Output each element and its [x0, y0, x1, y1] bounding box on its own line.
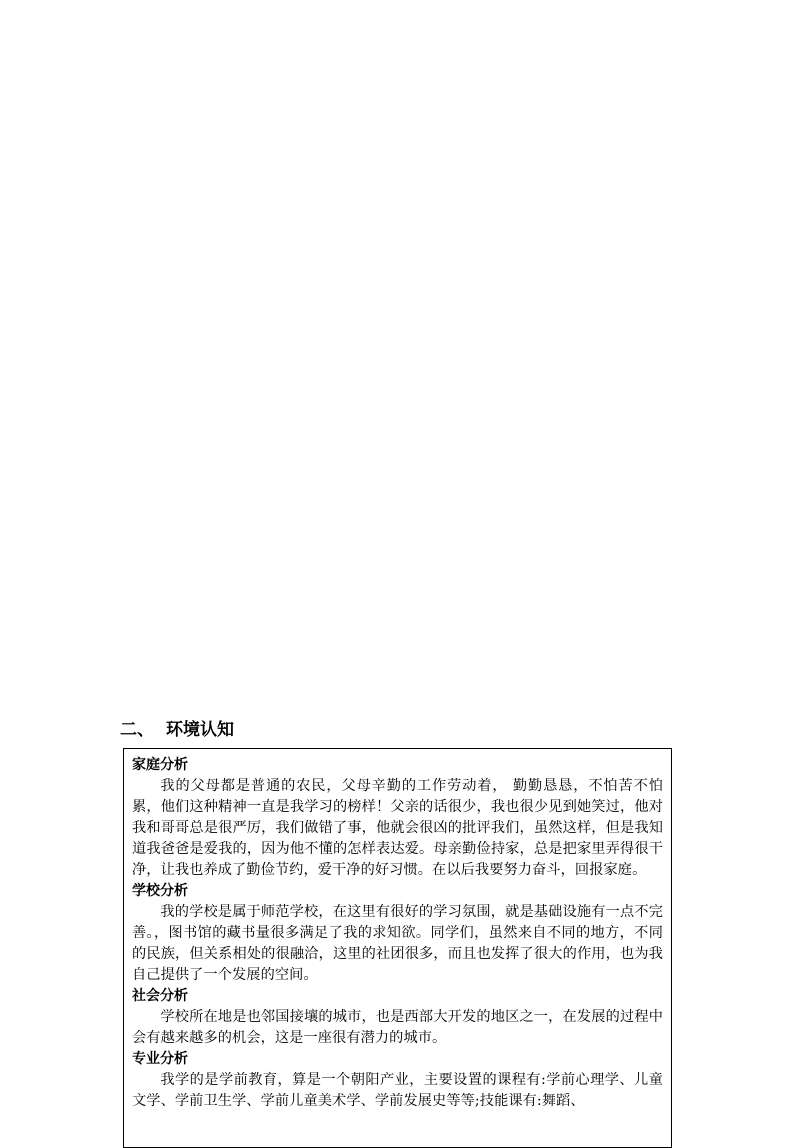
family-analysis-text: 我的父母都是普通的农民，父母辛勤的工作劳动着， 勤勤恳恳，不怕苦不怕累，他们这种精神一直是我学习的榜样！父亲的话很少，我也很少见到她笑过，他对我和哥哥总是很严厉，我们做错了事，他就会很凶的批评我们，虽然这样，但是我知道我爸爸是爱我的，因为他不懂的怎样表达爱。母亲勤俭持家，总是把家里弄得很干净，让我也养成了勤俭节约，爱干净的好习惯。在以后我要努力奋斗，回报家庭。	[132, 778, 663, 878]
major-analysis-text: 我学的是学前教育，算是一个朝阳产业，主要设置的课程有:学前心理学、儿童文学、学前卫生学、学前儿童美术学、学前发展史等等;技能课有:舞蹈、	[132, 1072, 663, 1109]
society-analysis-text: 学校所在地是也邻国接壤的城市，也是西部大开发的地区之一，在发展的过程中会有越来越多的机会，这是一座很有潜力的城市。	[132, 1009, 663, 1046]
section-title: 环境认知	[166, 720, 234, 740]
section-number: 二、	[120, 720, 154, 740]
content-box	[123, 748, 672, 1148]
section-heading	[120, 718, 234, 742]
school-analysis-text: 我的学校是属于师范学校，在这里有很好的学习氛围，就是基础设施有一点不完善。，图书馆的藏书量很多满足了我的求知欲。同学们，虽然来自不同的地方，不同的民族，但关系相处的很融洽，这里的社团很多，而且也发挥了很大的作用，也为我自己提供了一个发展的空间。	[132, 904, 663, 983]
school-analysis-heading: 学校分析	[132, 883, 188, 899]
family-analysis-heading: 家庭分析	[132, 757, 188, 773]
major-analysis-heading: 专业分析	[132, 1051, 188, 1067]
society-analysis-heading: 社会分析	[132, 988, 188, 1004]
